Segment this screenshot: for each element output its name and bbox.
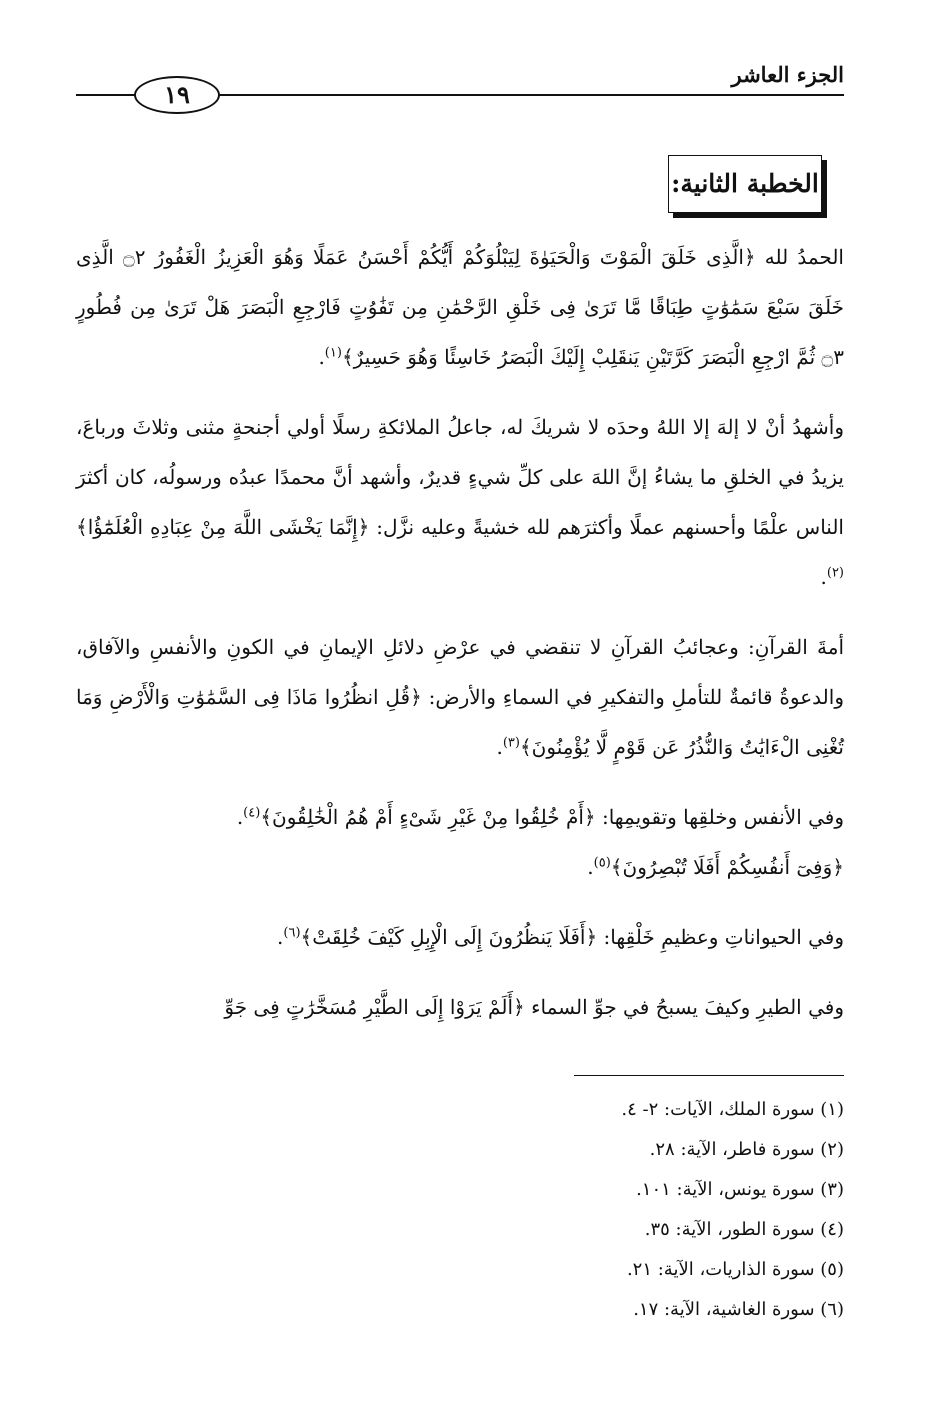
quran-verse: ﴿أَلَمْ يَرَوْا إِلَى الطَّيْرِ مُسَخَّرَٰتٍ فِى جَوِّ: [224, 995, 525, 1019]
footnote-separator: [574, 1075, 844, 1076]
paragraph-3: أمةَ القرآنِ: وعجائبُ القرآنِ لا تنقضي في عرْضِ دلائلِ الإيمانِ في الكونِ والأنفسِ والآفاق، والدعوةُ قائمةٌ للتأملِ والتفكيرِ في السماءِ والأرض: ﴿قُلِ انظُرُوا مَاذَا فِى السَّمَٰوَٰتِ وَالْأَرْضِ وَمَا تُغْنِى الْءَايَٰتُ وَالنُّذُرُ عَن قَوْمٍ لَّا يُؤْمِنُونَ﴾$^{(٣)}$.: [76, 635, 844, 759]
footnote-ref: (٢): [826, 565, 844, 581]
footnote-ref: (٦): [283, 925, 301, 941]
footnote-item: (٣) سورة يونس، الآية: ١٠١.: [636, 1179, 844, 1200]
footnote-ref: (٤): [243, 805, 261, 821]
quran-verse: ﴿أَفَلَا يَنظُرُونَ إِلَى الْإِبِلِ كَيْفَ خُلِقَتْ﴾: [300, 925, 598, 949]
paragraph-1: الحمدُ لله ﴿الَّذِى خَلَقَ الْمَوْتَ وَالْحَيَوٰةَ لِيَبْلُوَكُمْ أَيُّكُمْ أَحْسَنُ عَمَلًا وَهُوَ الْعَزِيزُ الْغَفُورُ ۝٢ الَّذِى خَلَقَ سَبْعَ سَمَٰوَٰتٍ طِبَاقًا مَّا تَرَىٰ فِى خَلْقِ الرَّحْمَٰنِ مِن تَفَٰوُتٍ فَارْجِعِ الْبَصَرَ هَلْ تَرَىٰ مِن فُطُورٍ ۝٣ ثُمَّ ارْجِعِ الْبَصَرَ كَرَّتَيْنِ يَنقَلِبْ إِلَيْكَ الْبَصَرُ خَاسِئًا وَهُوَ حَسِيرٌ﴾$^{(١)}$.: [76, 245, 844, 369]
quran-verse: ﴿الَّذِى خَلَقَ الْمَوْتَ وَالْحَيَوٰةَ لِيَبْلُوَكُمْ أَيُّكُمْ أَحْسَنُ عَمَلًا وَهُوَ الْعَزِيزُ الْغَفُورُ ۝٢ الَّذِى خَلَقَ سَبْعَ سَمَٰوَٰتٍ طِبَاقًا مَّا تَرَىٰ فِى خَلْقِ الرَّحْمَٰنِ مِن تَفَٰوُتٍ فَارْجِعِ الْبَصَرَ هَلْ تَرَىٰ مِن فُطُورٍ ۝٣ ثُمَّ ارْجِعِ الْبَصَرَ كَرَّتَيْنِ يَنقَلِبْ إِلَيْكَ الْبَصَرُ خَاسِئًا وَهُوَ حَسِيرٌ﴾: [76, 245, 844, 369]
footnote-item: (٢) سورة فاطر، الآية: ٢٨.: [649, 1139, 844, 1160]
paragraph-4: وفي الأنفس وخلقِها وتقويمِها: ﴿أَمْ خُلِقُوا مِنْ غَيْرِ شَىْءٍ أَمْ هُمُ الْخَٰلِقُونَ﴾$^{(٤)}$. ﴿وَفِىٓ أَنفُسِكُمْ أَفَلَا تُبْصِرُونَ﴾$^{(٥)}$.: [236, 805, 844, 879]
paragraph-5: وفي الحيواناتِ وعظيمِ خَلْقِها: ﴿أَفَلَا يَنظُرُونَ إِلَى الْإِبِلِ كَيْفَ خُلِقَتْ﴾$^{(٦)}$.: [277, 925, 844, 949]
footnote-ref: (١): [324, 345, 342, 361]
footnote-item: (٤) سورة الطور، الآية: ٣٥.: [644, 1219, 844, 1240]
footnote-item: (١) سورة الملك، الآيات: ٢- ٤.: [621, 1099, 844, 1120]
paragraph-6: وفي الطيرِ وكيفَ يسبحُ في جوِّ السماء ﴿أَلَمْ يَرَوْا إِلَى الطَّيْرِ مُسَخَّرَٰتٍ فِى جَوِّ: [224, 995, 844, 1019]
footnote-item: (٥) سورة الذاريات، الآية: ٢١.: [626, 1259, 844, 1280]
footnote-ref: (٣): [502, 735, 520, 751]
body-text: [76, 232, 844, 1052]
quran-verse: ﴿وَفِىٓ أَنفُسِكُمْ أَفَلَا تُبْصِرُونَ﴾: [610, 855, 844, 879]
quran-verse: ﴿أَمْ خُلِقُوا مِنْ غَيْرِ شَىْءٍ أَمْ هُمُ الْخَٰلِقُونَ﴾: [260, 805, 596, 829]
footnote-ref: (٥): [593, 855, 611, 871]
section-heading: الخطبة الثانية:: [668, 155, 822, 213]
footnotes-list: [444, 1090, 844, 1330]
running-header-part-title: الجزء العاشر: [731, 62, 844, 87]
quran-verse: ﴿إِنَّمَا يَخْشَى اللَّهَ مِنْ عِبَادِهِ الْعُلَمَٰٓؤُا﴾: [76, 515, 370, 539]
footnote-item: (٦) سورة الغاشية، الآية: ١٧.: [633, 1299, 844, 1320]
paragraph-2: وأشهدُ أنْ لا إلهَ إلا اللهُ وحدَه لا شريكَ له، جاعلُ الملائكةِ رسلًا أولي أجنحةٍ مثنى وثلاثَ ورباعَ، يزيدُ في الخلقِ ما يشاءُ إنَّ اللهَ على كلِّ شيءٍ قديرٌ، وأشهد أنَّ محمدًا عبدُه ورسولُه، كان أكثرَ الناس علْمًا وأحسنهم عملًا وأكثرَهم لله خشيةً وعليه نزَّل: ﴿إِنَّمَا يَخْشَى اللَّهَ مِنْ عِبَادِهِ الْعُلَمَٰٓؤُا﴾$^{(٢)}$.: [76, 415, 844, 589]
page-number: ١٩: [134, 76, 220, 114]
quran-verse: ﴿قُلِ انظُرُوا مَاذَا فِى السَّمَٰوَٰتِ وَالْأَرْضِ وَمَا تُغْنِى الْءَايَٰتُ وَالنُّذُرُ عَن قَوْمٍ لَّا يُؤْمِنُونَ﴾: [76, 685, 844, 759]
